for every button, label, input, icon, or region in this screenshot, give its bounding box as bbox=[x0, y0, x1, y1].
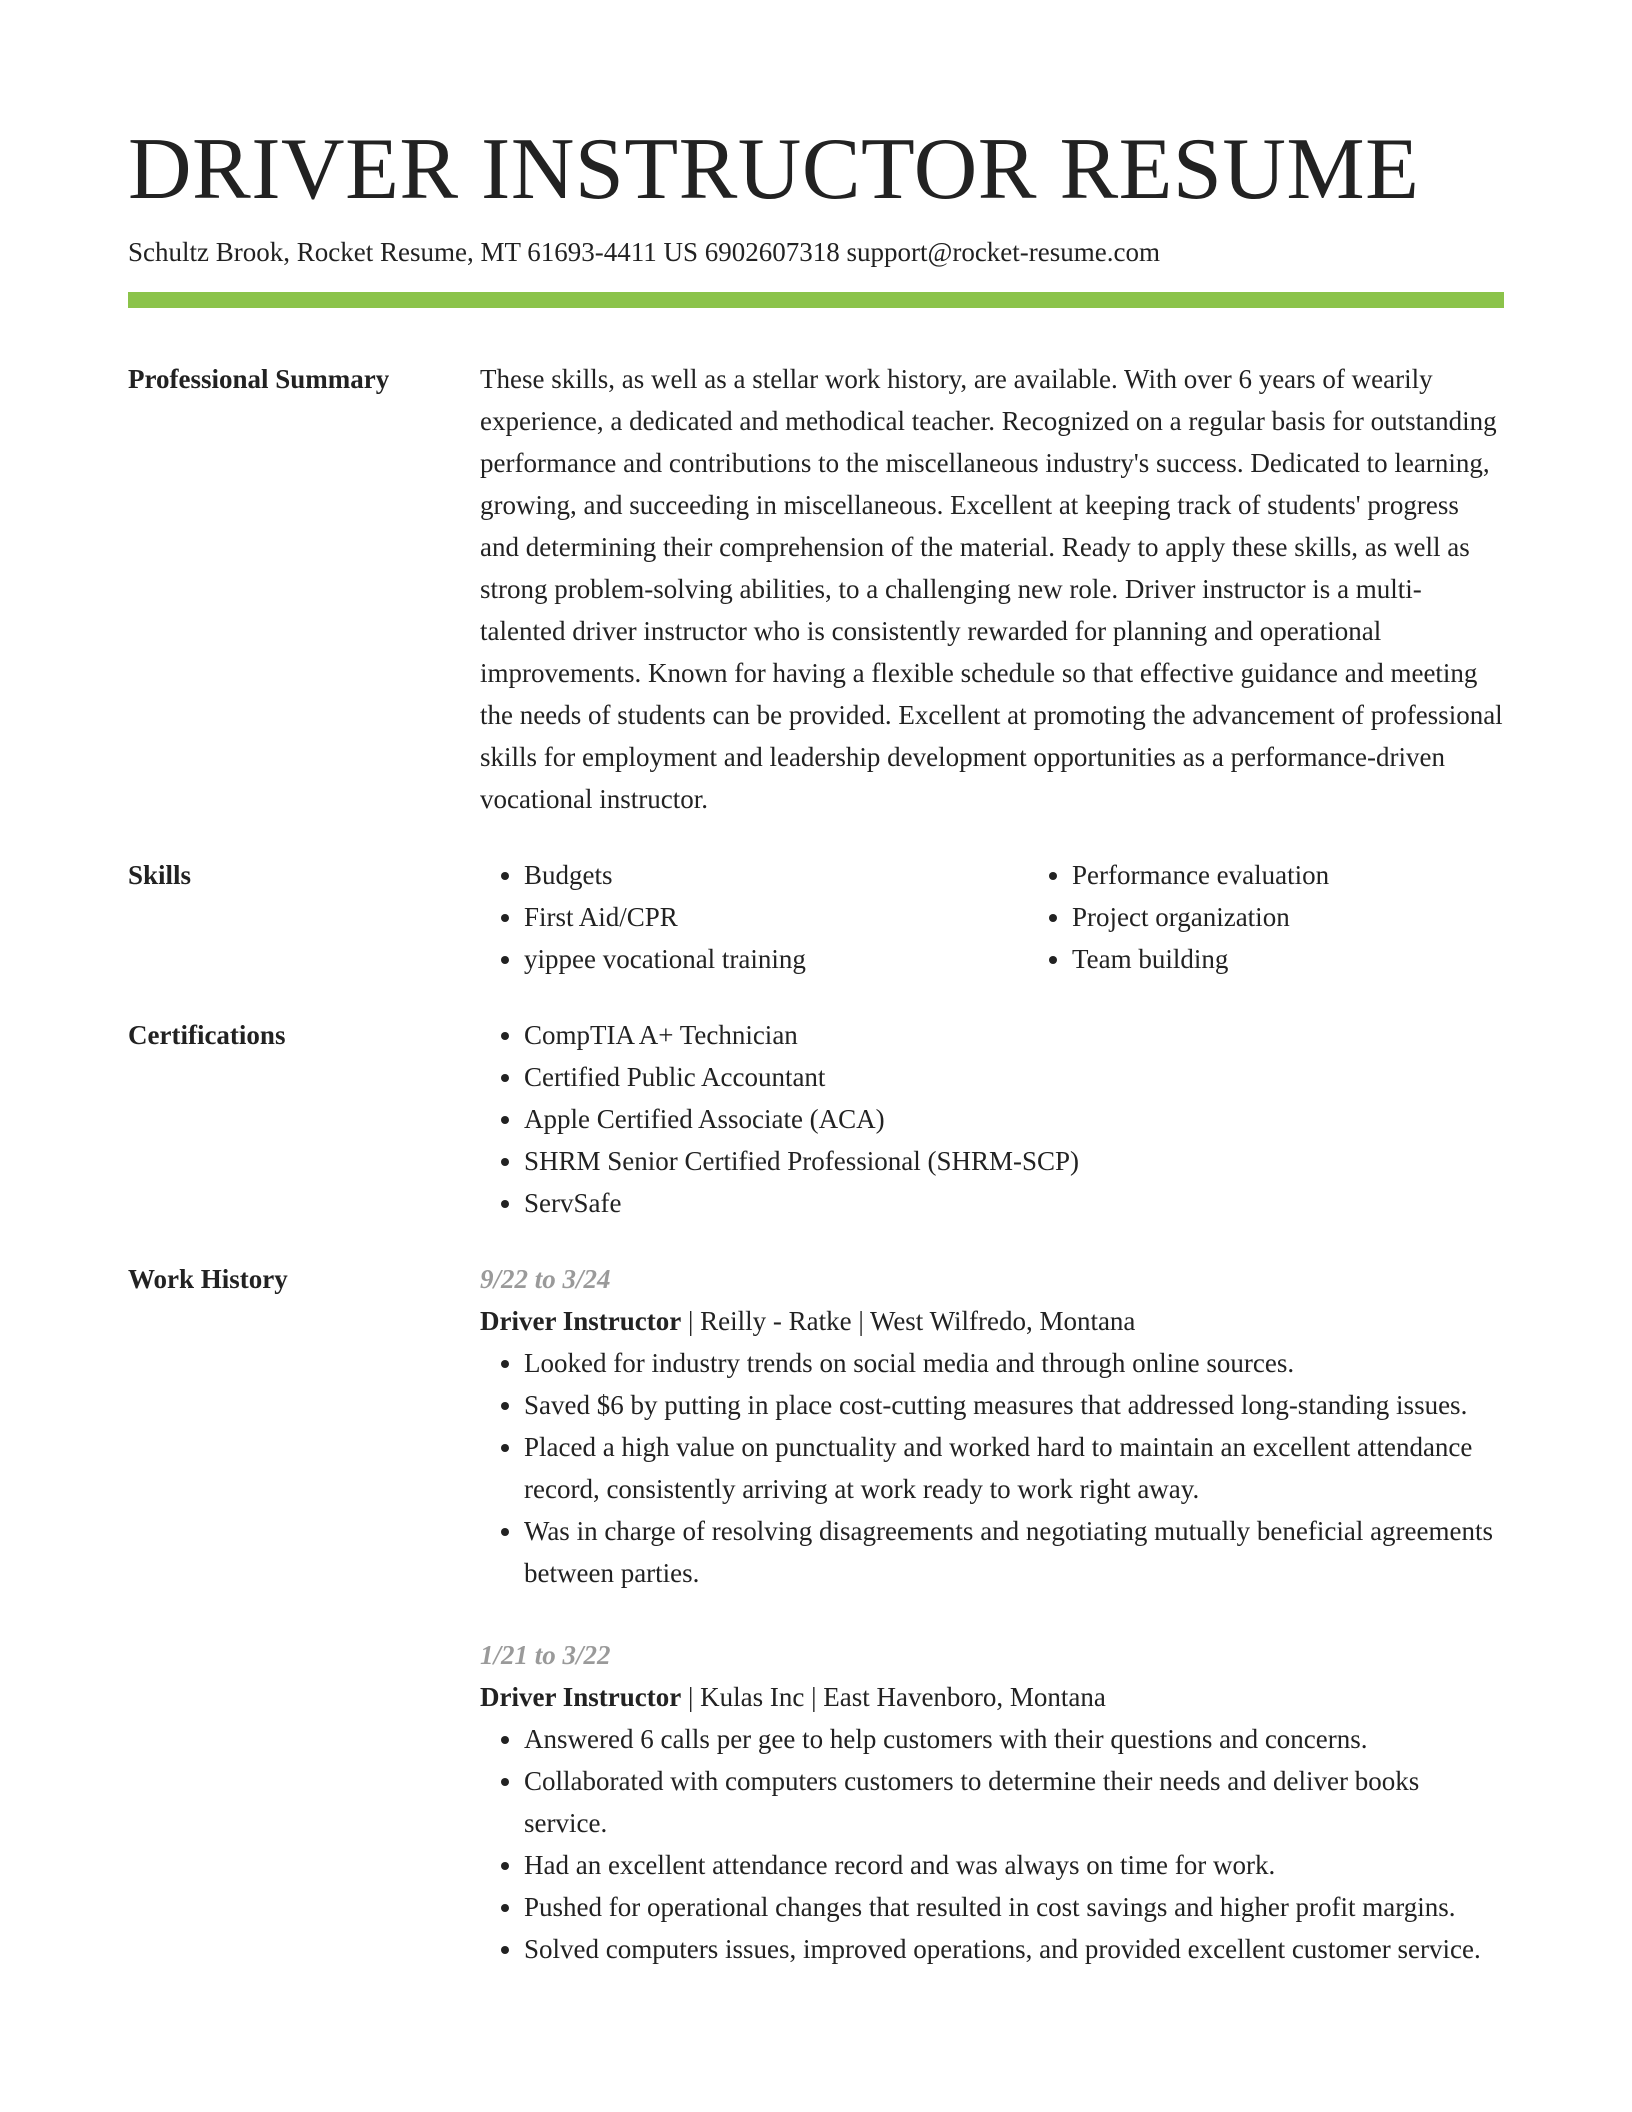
section-title-summary: Professional Summary bbox=[128, 364, 390, 394]
skills-column-2 bbox=[1028, 854, 1576, 980]
job-bullet: • Solved computers issues, improved operations, and provided excellent customer service. bbox=[524, 1928, 1504, 1970]
job-details: | Reilly - Ratke | West Wilfredo, Montana bbox=[681, 1306, 1136, 1336]
skill-item: • Project organization bbox=[1072, 896, 1576, 938]
job-bullets bbox=[480, 1718, 1504, 1970]
job-bullet: • Was in charge of resolving disagreements and negotiating mutually beneficial agreements between parties. bbox=[524, 1510, 1504, 1594]
job-heading bbox=[480, 1676, 1504, 1718]
section-title-certifications: Certifications bbox=[128, 1020, 286, 1050]
job-bullet: • Looked for industry trends on social media and through online sources. bbox=[524, 1342, 1504, 1384]
job-title: Driver Instructor bbox=[480, 1306, 682, 1336]
job-bullet: • Answered 6 calls per gee to help customers with their questions and concerns. bbox=[524, 1718, 1504, 1760]
job-bullet: • Had an excellent attendance record and was always on time for work. bbox=[524, 1844, 1504, 1886]
skill-item: • First Aid/CPR bbox=[524, 896, 1028, 938]
job-bullet: • Saved $6 by putting in place cost-cutting measures that addressed long-standing issues. bbox=[524, 1384, 1504, 1426]
skills-column-1 bbox=[480, 854, 1028, 980]
job-dates: 1/21 to 3/22 bbox=[480, 1640, 611, 1670]
summary-text: These skills, as well as a stellar work history, are available. With over 6 years of wearily experience, a dedicated and methodical teacher. Recognized on a regular basis for outstanding performance and contributions to the miscellaneous industry's success. Dedicated to learning, growing, and succeeding in miscellaneous. Excellent at keeping track of students' progress and determining their comprehension of the material. Ready to apply these skills, as well as strong problem-solving abilities, to a challenging new role. Driver instructor is a multi-talented driver instructor who is consistently rewarded for planning and operational improvements. Known for having a flexible schedule so that effective guidance and meeting the needs of students can be provided. Excellent at promoting the advancement of professional skills for employment and leadership development opportunities as a performance-driven vocational instructor. bbox=[480, 364, 1503, 814]
certification-item: • ServSafe bbox=[524, 1182, 1504, 1224]
certification-item: • SHRM Senior Certified Professional (SHRM-SCP) bbox=[524, 1140, 1504, 1182]
job-heading bbox=[480, 1300, 1504, 1342]
header-divider bbox=[128, 292, 1504, 308]
job-entry bbox=[480, 1634, 1504, 1970]
section-title-work-history: Work History bbox=[128, 1264, 288, 1294]
job-details: | Kulas Inc | East Havenboro, Montana bbox=[681, 1682, 1106, 1712]
certification-item: • Certified Public Accountant bbox=[524, 1056, 1504, 1098]
job-dates: 9/22 to 3/24 bbox=[480, 1264, 611, 1294]
job-entry bbox=[480, 1258, 1504, 1594]
skill-item: • yippee vocational training bbox=[524, 938, 1028, 980]
certifications-list bbox=[480, 1014, 1504, 1224]
section-title-skills: Skills bbox=[128, 860, 192, 890]
skill-item: • Team building bbox=[1072, 938, 1576, 980]
job-bullet: • Placed a high value on punctuality and worked hard to maintain an excellent attendance record, consistently arriving at work ready to work right away. bbox=[524, 1426, 1504, 1510]
job-bullet: • Collaborated with computers customers to determine their needs and deliver books service. bbox=[524, 1760, 1504, 1844]
job-bullets bbox=[480, 1342, 1504, 1594]
resume-title: DRIVER INSTRUCTOR RESUME bbox=[128, 121, 1420, 218]
certification-item: • CompTIA A+ Technician bbox=[524, 1014, 1504, 1056]
certifications-section bbox=[128, 1014, 1504, 1224]
work-history-section bbox=[128, 1258, 1504, 1970]
job-title: Driver Instructor bbox=[480, 1682, 682, 1712]
certification-item: • Apple Certified Associate (ACA) bbox=[524, 1098, 1504, 1140]
skill-item: • Performance evaluation bbox=[1072, 854, 1576, 896]
skills-section bbox=[128, 854, 1504, 980]
skill-item: • Budgets bbox=[524, 854, 1028, 896]
summary-section bbox=[128, 358, 1504, 820]
contact-line: Schultz Brook, Rocket Resume, MT 61693-4411 US 6902607318 support@rocket-resume.com bbox=[128, 237, 1160, 267]
job-bullet: • Pushed for operational changes that resulted in cost savings and higher profit margins. bbox=[524, 1886, 1504, 1928]
